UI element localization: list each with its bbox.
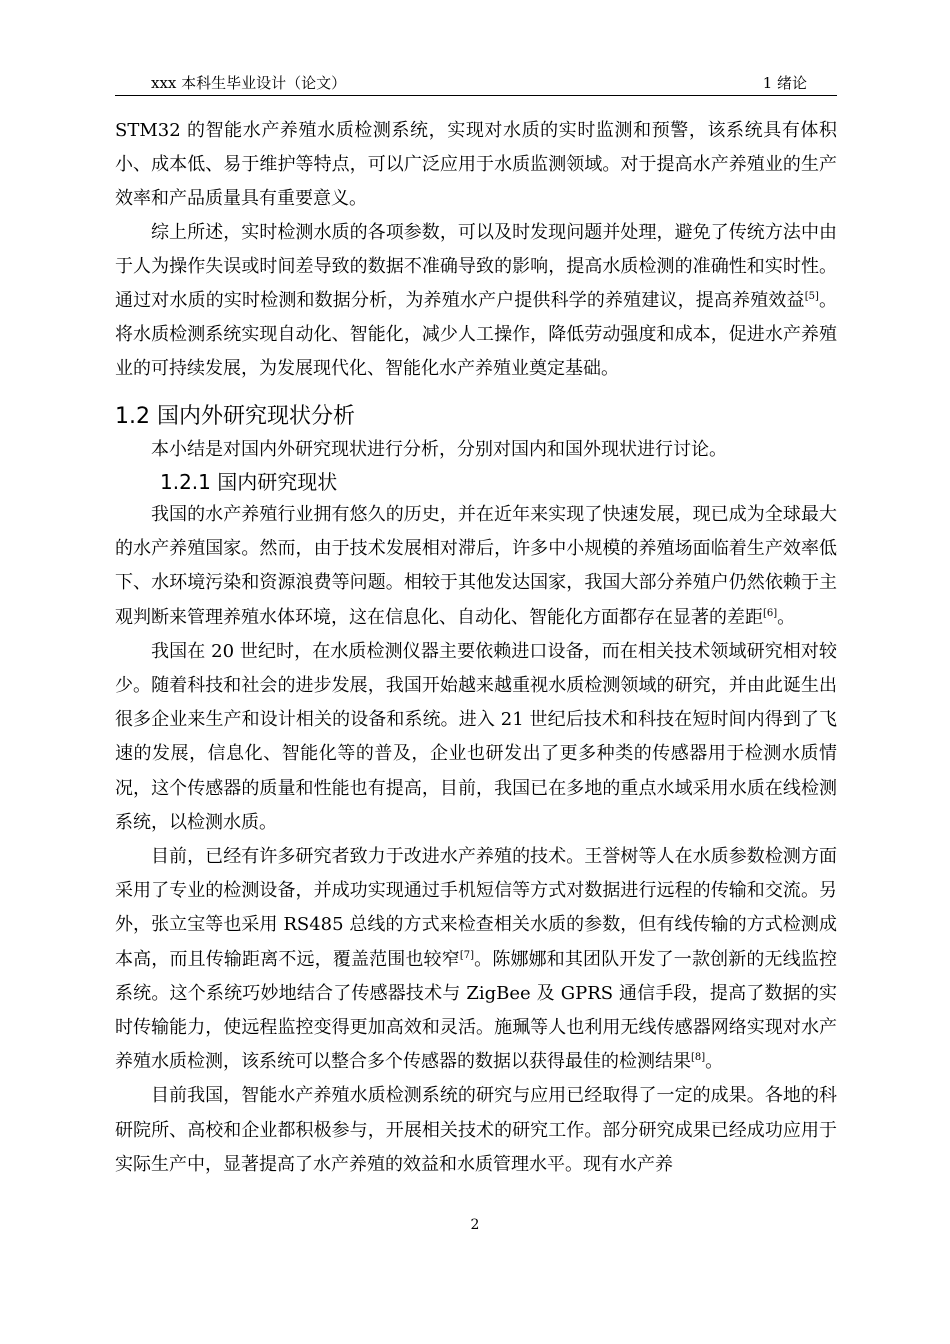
paragraph-text: 。 [777, 606, 796, 628]
paragraph-summary [115, 216, 837, 386]
header-right-chapter: 1 绪论 [762, 74, 807, 92]
paragraph-text: 。将水质检测系统实现自动化、智能化，减少人工操作，降低劳动强度和成本，促进水产养殖业的可持续发展，为发展现代化、智能化水产养殖业奠定基础。 [115, 290, 838, 379]
subsection-heading: 1.2.1 国内研究现状 [160, 470, 338, 494]
page-header [115, 72, 837, 94]
paragraph-text: 我国在 20 世纪时，在水质检测仪器主要依赖进口设备，而在相关技术领域研究相对较少。随着科技和社会的进步发展，我国开始越来越重视水质检测领域的研究，并由此诞生出很多企业来生产和设计相关的设备和系统。进入 21 世纪后技术和科技在短时间内得到了飞速的发展，信息化、智能化等的普及，企业也研发出了更多种类的传感器用于检测水质情况，这个传感器的质量和性能也有提高，目前，我国已在多地的重点水域采用水质在线检测系统，以检测水质。 [115, 640, 837, 833]
citation-ref: [5] [804, 291, 819, 302]
header-divider [115, 95, 837, 96]
paragraph-text: STM32 的智能水产养殖水质检测系统，实现对水质的实时监测和预警，该系统具有体积小、成本低、易于维护等特点，可以广泛应用于水质监测领域。对于提高水产养殖业的生产效率和产品质量具有重要意义。 [115, 120, 837, 209]
subsection-content [115, 498, 837, 1182]
paragraph-text: 我国的水产养殖行业拥有悠久的历史，并在近年来实现了快速发展，现已成为全球最大的水产养殖国家。然而，由于技术发展相对滞后，许多中小规模的养殖场面临着生产效率低下、水环境污染和资源浪费等问题。相较于其他发达国家，我国大部分养殖户仍然依赖于主观判断来管理养殖水体环境，这在信息化、自动化、智能化方面都存在显著的差距 [115, 504, 837, 628]
paragraph-research [115, 840, 837, 1079]
paragraph-development [115, 635, 837, 840]
paragraph-text: 综上所述，实时检测水质的各项参数，可以及时发现问题并处理，避免了传统方法中由于人为操作失误或时间差导致的数据不准确导致的影响，提高水质检测的准确性和实时性。通过对水质的实时检测和数据分析，为养殖水产户提供科学的养殖建议，提高养殖效益 [115, 222, 837, 311]
citation-ref: [8] [691, 1052, 706, 1064]
paragraph-continuation [115, 114, 837, 216]
paragraph-text: 目前我国，智能水产养殖水质检测系统的研究与应用已经取得了一定的成果。各地的科研院所、高校和企业都积极参与，开展相关技术的研究工作。部分研究成果已经成功应用于实际生产中，显著提高了水产养殖的效益和水质管理水平。现有水产养 [115, 1085, 837, 1175]
paragraph-text: 。 [705, 1051, 724, 1073]
header-left-title: xxx 本科生毕业设计（论文） [151, 74, 347, 92]
page-number: 2 [470, 1217, 480, 1233]
section-intro: 本小结是对国内外研究现状进行分析，分别对国内和国外现状进行讨论。 [151, 439, 727, 460]
section-heading: 1.2 国内外研究现状分析 [115, 404, 355, 429]
intro-content [115, 114, 837, 386]
citation-ref: [7] [459, 949, 475, 961]
paragraph-text: 。陈娜娜和其团队开发了一款创新的无线监控系统。这个系统巧妙地结合了传感器技术与 ZigBee 及 GPRS 通信手段，提高了数据的实时传输能力，使远程监控变得更加高效和灵活。施珮等人也利用无线传感器网络实现对水产养殖水质检测，该系统可以整合多个传感器的数据以获得最佳的检测结果 [115, 948, 838, 1073]
citation-ref: [6] [763, 607, 778, 619]
paragraph-text: 目前，已经有许多研究者致力于改进水产养殖的技术。王誉树等人在水质参数检测方面采用了专业的检测设备，并成功实现通过手机短信等方式对数据进行远程的传输和交流。另外，张立宝等也采用 RS485 总线的方式来检查相关水质的参数，但有线传输的方式检测成本高，而且传输距离不远，覆盖范围也较窄 [115, 846, 837, 970]
paragraph-current-status [115, 1079, 837, 1182]
paragraph-history [115, 498, 837, 635]
